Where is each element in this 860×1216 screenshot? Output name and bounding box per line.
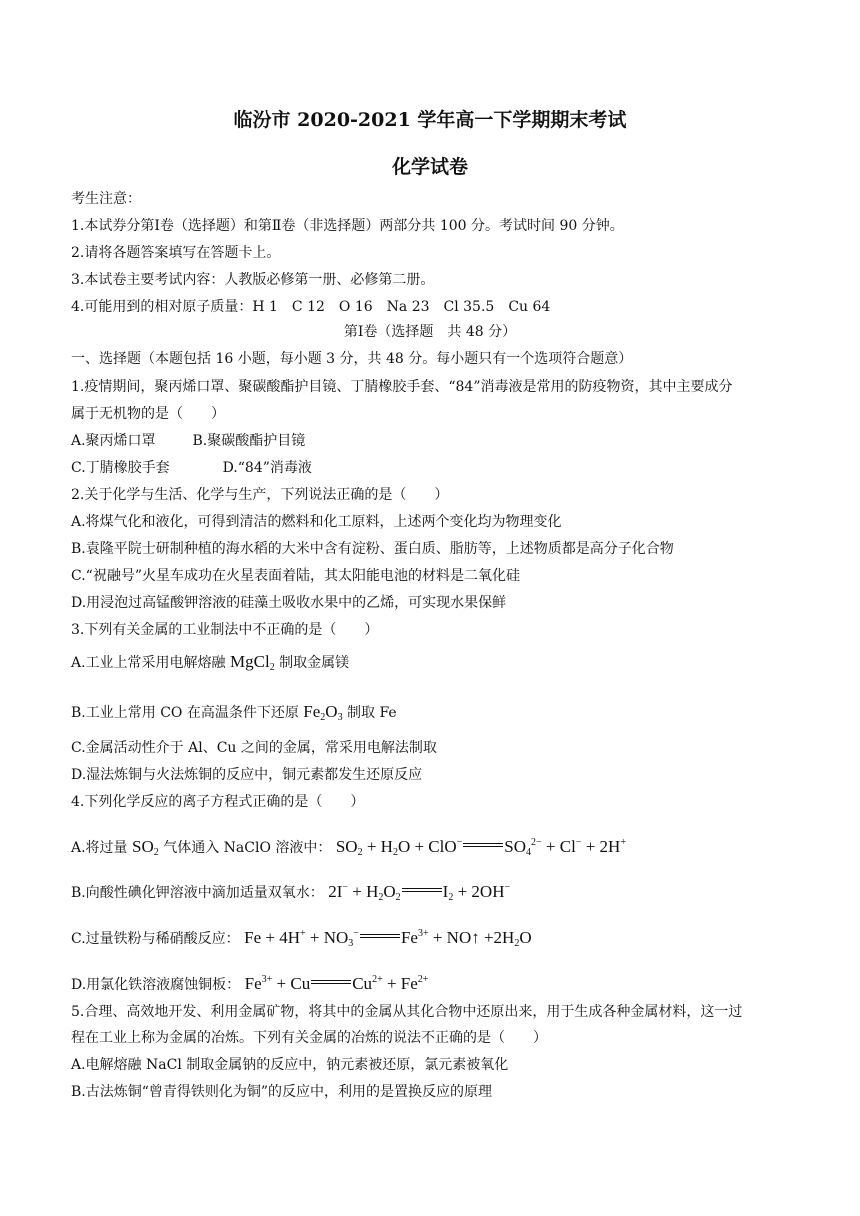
notice-heading: 考生注意： xyxy=(71,191,141,207)
equals-sign xyxy=(360,934,400,940)
q3-option-d: D.湿法炼铜与火法炼铜的反应中，铜元素都发生还原反应 xyxy=(71,767,423,783)
q1-stem-line1: 1.疫情期间，聚丙烯口罩、聚碳酸酯护目镜、丁腈橡胶手套、“84”消毒液是常用的防疫物资，其中主要成分 xyxy=(71,379,733,395)
q1-options-row1 xyxy=(71,432,305,450)
q1-option-a: A.聚丙烯口罩 xyxy=(71,433,156,449)
notice-item-2: 2.请将各题答案填写在答题卡上。 xyxy=(71,245,281,261)
q1-options-row2 xyxy=(71,459,312,477)
q2-option-b: B.袁隆平院士研制种植的海水稻的大米中含有淀粉、蛋白质、脂肪等，上述物质都是高分子化合物 xyxy=(71,541,674,557)
q3-option-b-text: B.工业上常用 CO 在高温条件下还原 xyxy=(71,705,299,721)
q4-equation-a: $SO_2 + H_2O + ClO^-$ $SO_4^{2-} + Cl^- + 2H^+$ xyxy=(335,837,626,858)
q3-option-c: C.金属活动性介于 Al、Cu 之间的金属，常采用电解法制取 xyxy=(71,740,437,756)
q3-option-b-text-end: 制取 Fe xyxy=(347,705,397,721)
formula-fe2o3: $Fe_2O_3$ xyxy=(303,702,343,723)
equals-sign xyxy=(463,843,503,849)
formula-so2: $SO_2$ xyxy=(132,837,159,858)
q4-option-c-text: C.过量铁粉与稀硝酸反应： xyxy=(71,931,240,947)
exam-title: 临汾市 2020-2021 学年高一下学期期末考试 xyxy=(233,109,627,131)
q4-option-b-text: B.向酸性碘化钾溶液中滴加适量双氧水： xyxy=(71,885,324,901)
q2-option-c: C.“祝融号”火星车成功在火星表面着陆，其太阳能电池的材料是二氧化硅 xyxy=(71,568,520,584)
q4-option-b xyxy=(71,879,510,907)
q4-equation-c: $Fe + 4H^+ + NO_3^-$ $Fe^{3+}$ + NO↑ $+2H_2O$ xyxy=(244,928,532,949)
q2-option-a: A.将煤气化和液化，可得到清洁的燃料和化工原料，上述两个变化均为物理变化 xyxy=(71,514,562,530)
q5-stem-line2: 程在工业上称为金属的冶炼。下列有关金属的冶炼的说法不正确的是（ ） xyxy=(71,1030,547,1046)
formula-mgcl2: MgCl$_2$ xyxy=(230,652,275,673)
q4-equation-b: $2I^- + H_2O_2$ $I_2 + 2OH^-$ xyxy=(328,882,511,903)
section-instruction: 一、选择题（本题包括 16 小题，每小题 3 分，共 48 分。每小题只有一个选项符合题意） xyxy=(71,351,633,367)
q5-stem-line1: 5.合理、高效地开发、利用金属矿物，将其中的金属从其化合物中还原出来，用于生成各种金属材料，这一过 xyxy=(71,1004,743,1020)
q2-stem: 2.关于化学与生活、化学与生产，下列说法正确的是（ ） xyxy=(71,487,449,503)
q4-option-a xyxy=(71,834,626,862)
q1-option-b: B.聚碳酸酯护目镜 xyxy=(192,433,306,449)
q1-option-c: C.丁腈橡胶手套 xyxy=(71,460,170,476)
q5-option-a: A.电解熔融 NaCl 制取金属钠的反应中，钠元素被还原，氯元素被氧化 xyxy=(71,1057,509,1073)
q4-option-a-text: A.将过量 xyxy=(71,840,128,856)
q2-option-d: D.用浸泡过高锰酸钾溶液的硅藻土吸收水果中的乙烯，可实现水果保鲜 xyxy=(71,595,507,611)
q4-option-a-text-mid: 气体通入 NaClO 溶液中： xyxy=(163,840,332,856)
q1-stem-line2: 属于无机物的是（ ） xyxy=(71,406,225,422)
q3-option-a-text-end: 制取金属镁 xyxy=(279,655,350,671)
equals-sign xyxy=(402,888,442,894)
q3-option-a-text: A.工业上常采用电解熔融 xyxy=(71,655,226,671)
q3-option-a xyxy=(71,653,349,677)
q5-option-b: B.古法炼铜“曾青得铁则化为铜”的反应中，利用的是置换反应的原理 xyxy=(71,1084,493,1100)
q3-stem: 3.下列有关金属的工业制法中不正确的是（ ） xyxy=(71,622,379,638)
notice-item-4: 4.可能用到的相对原子质量：H 1 C 12 O 16 Na 23 Cl 35.5 Cu 64 xyxy=(71,299,551,315)
q4-option-d-text: D.用氯化铁溶液腐蚀铜板： xyxy=(71,977,241,993)
equals-sign xyxy=(311,980,351,986)
exam-subtitle: 化学试卷 xyxy=(391,156,468,178)
q1-option-d: D.“84”消毒液 xyxy=(222,460,312,476)
notice-item-3: 3.本试卷主要考试内容：人教版必修第一册、必修第二册。 xyxy=(71,272,435,288)
q4-option-d xyxy=(71,971,428,994)
q4-equation-d: $Fe^{3+} + Cu$ $Cu^{2+} + Fe^{2+}$ xyxy=(244,974,429,993)
section-heading: 第Ⅰ卷（选择题 共 48 分） xyxy=(343,324,517,340)
q3-option-b xyxy=(71,703,397,727)
q4-option-c xyxy=(71,925,532,953)
q4-stem: 4.下列化学反应的离子方程式正确的是（ ） xyxy=(71,794,365,810)
notice-item-1: 1.本试券分第Ⅰ卷（选择题）和第Ⅱ卷（非选择题）两部分共 100 分。考试时间 90 分钟。 xyxy=(71,218,624,234)
